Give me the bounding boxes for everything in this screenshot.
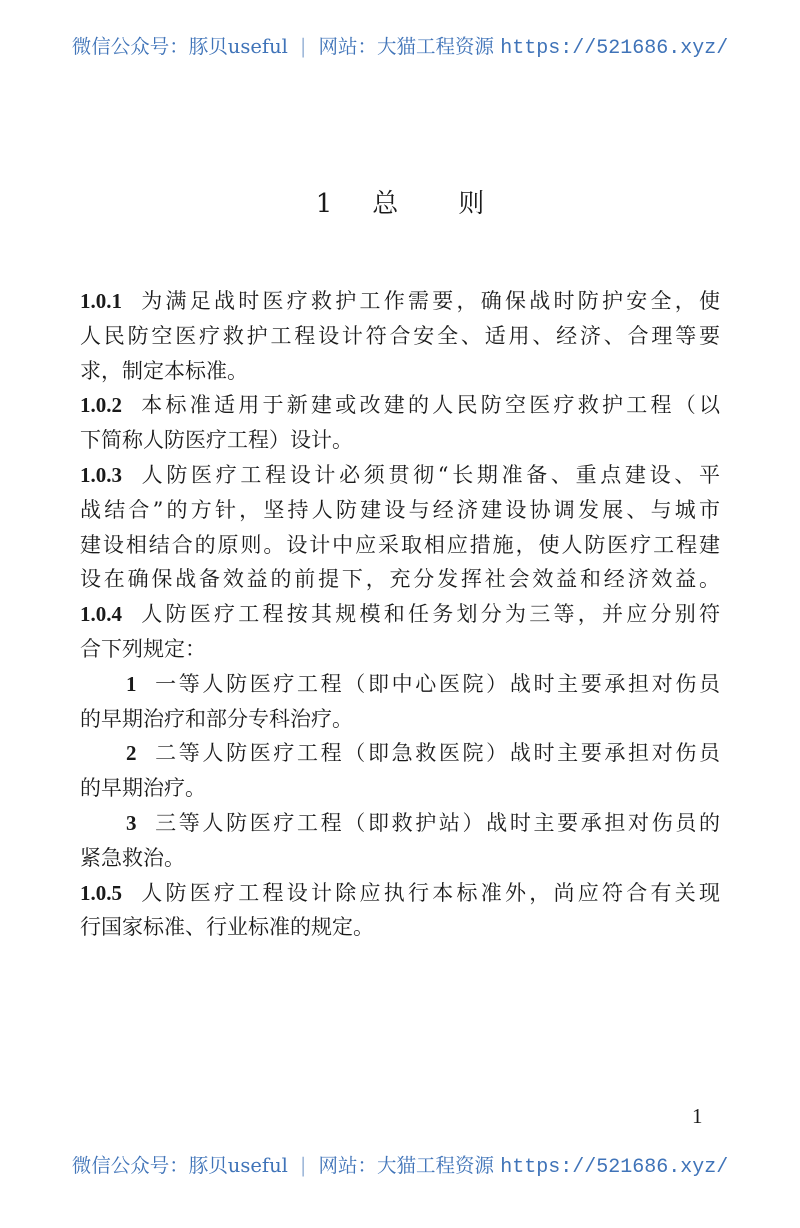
watermark-wechat: 微信公众号：豚贝useful	[71, 35, 288, 58]
clause-line: 合下列规定：	[80, 636, 206, 661]
clause-number: 1.0.2	[80, 393, 122, 418]
watermark-header	[0, 31, 800, 60]
item-number: 2	[126, 741, 137, 766]
item-number: 1	[126, 671, 137, 696]
clause-line	[80, 597, 720, 632]
item-number: 3	[126, 810, 137, 835]
clause-number: 1.0.5	[80, 880, 122, 905]
watermark-url: https://521686.xyz/	[500, 37, 729, 60]
document-body	[80, 284, 720, 945]
chapter-title-part1: 总	[372, 189, 399, 219]
item-line: 紧急救治。	[80, 845, 185, 870]
item-line: 的早期治疗和部分专科治疗。	[80, 706, 353, 731]
watermark-separator: |	[299, 35, 307, 58]
clause-text: 为满足战时医疗救护工作需要，确保战时防护安全，使	[138, 289, 720, 313]
clause-line	[80, 458, 720, 493]
item-line	[80, 806, 720, 841]
clause-number: 1.0.3	[80, 462, 122, 487]
watermark-footer	[0, 1150, 800, 1179]
clause-line: 建设相结合的原则。设计中应采取相应措施，使人防医疗工程建	[80, 532, 720, 557]
clause-text: 人防医疗工程按其规模和任务划分为三等，并应分别符	[138, 602, 720, 627]
chapter-number: 1	[315, 189, 333, 219]
chapter-title-part2: 则	[458, 189, 485, 219]
item-text: 三等人防医疗工程（即救护站）战时主要承担对伤员的	[152, 810, 720, 835]
clause-text: 人防医疗工程设计必须贯彻“长期准备、重点建设、平	[138, 462, 720, 487]
item-text: 一等人防医疗工程（即中心医院）战时主要承担对伤员	[152, 671, 720, 696]
watermark-separator: |	[299, 1154, 307, 1177]
clause-line: 行国家标准、行业标准的规定。	[80, 915, 374, 940]
clause-number: 1.0.1	[80, 289, 122, 313]
clause-line: 人民防空医疗救护工程设计符合安全、适用、经济、合理等要	[80, 323, 720, 348]
item-line: 的早期治疗。	[80, 776, 206, 801]
clause-number: 1.0.4	[80, 602, 122, 627]
watermark-wechat: 微信公众号：豚贝useful	[71, 1154, 288, 1177]
clause-line: 设在确保战备效益的前提下，充分发挥社会效益和经济效益。	[80, 567, 720, 592]
item-line	[80, 667, 720, 702]
chapter-title	[0, 183, 800, 220]
clause-line: 下简称人防医疗工程）设计。	[80, 428, 353, 453]
watermark-url: https://521686.xyz/	[500, 1156, 729, 1179]
clause-line: 求，制定本标准。	[80, 358, 248, 383]
item-text: 二等人防医疗工程（即急救医院）战时主要承担对伤员	[152, 741, 720, 766]
watermark-site-label: 网站：大猫工程资源	[318, 1154, 494, 1177]
clause-line	[80, 284, 720, 319]
item-line	[80, 736, 720, 771]
clause-text: 人防医疗工程设计除应执行本标准外，尚应符合有关现	[138, 880, 720, 905]
clause-line	[80, 388, 720, 423]
clause-line: 战结合”的方针，坚持人防建设与经济建设协调发展、与城市	[80, 497, 720, 522]
clause-text: 本标准适用于新建或改建的人民防空医疗救护工程（以	[138, 393, 720, 418]
watermark-site-label: 网站：大猫工程资源	[318, 35, 494, 58]
clause-line	[80, 876, 720, 911]
page-number: 1	[692, 1104, 703, 1128]
